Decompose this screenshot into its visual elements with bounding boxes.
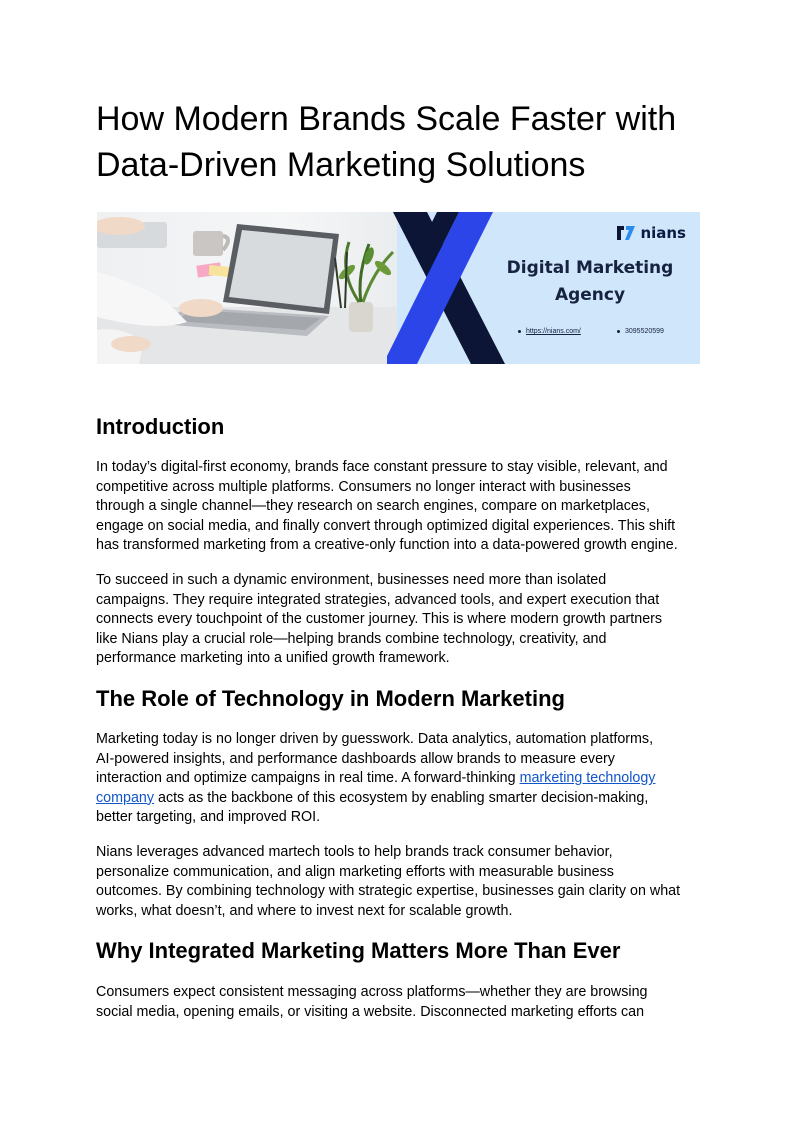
banner-image: [97, 212, 700, 364]
paragraph: [96, 571, 700, 669]
brand-name: nians: [640, 224, 686, 242]
section-heading-introduction: Introduction: [96, 414, 225, 439]
text-line: through a single channel—they research on search engines, compare on marketplaces,: [96, 498, 650, 515]
text-line: better targeting, and improved ROI.: [96, 809, 321, 826]
banner-headline-line1: Digital Marketing: [506, 258, 674, 278]
text-line: connects every touchpoint of the customer journey. This is where modern growth partners: [96, 611, 663, 628]
brand-logo: [615, 224, 686, 242]
text-line: [96, 769, 700, 789]
paragraph: [96, 843, 700, 921]
text-line: engage on social media, and finally convert through optimized digital experiences. This shift: [96, 517, 676, 534]
marketing-technology-link-cont[interactable]: company: [96, 789, 155, 806]
section-heading-integrated: Why Integrated Marketing Matters More Than Ever: [96, 938, 621, 963]
text-line: AI-powered insights, and performance dashboards allow brands to measure every: [96, 750, 615, 767]
text-line: competitive across multiple platforms. Consumers no longer interact with businesses: [96, 478, 631, 495]
text-line: like Nians play a crucial role—helping brands combine technology, creativity, and: [96, 630, 607, 647]
text-span: interaction and optimize campaigns in real time. A forward-thinking: [96, 770, 520, 787]
paragraph: [96, 730, 700, 828]
banner-headline: [485, 255, 695, 309]
marketing-technology-link[interactable]: marketing technology: [519, 770, 656, 787]
text-line: social media, opening emails, or visiting a website. Disconnected marketing efforts can: [96, 1003, 645, 1020]
text-line: In today’s digital-first economy, brands face constant pressure to stay visible, relevant, and: [96, 459, 668, 475]
paragraph: [96, 983, 700, 1022]
section-heading-technology: The Role of Technology in Modern Marketing: [96, 686, 565, 711]
banner-url: [518, 328, 581, 335]
text-line: performance marketing into a unified growth framework.: [96, 650, 450, 667]
text-line: campaigns. They require integrated strategies, advanced tools, and expert execution that: [96, 591, 660, 608]
banner-headline-line2: Agency: [554, 285, 626, 305]
paragraph: [96, 458, 700, 556]
document-title: How Modern Brands Scale Faster with Data-Driven Marketing Solutions: [96, 100, 677, 184]
text-line: Marketing today is no longer driven by guesswork. Data analytics, automation platforms,: [96, 731, 654, 747]
text-line: Nians leverages advanced martech tools to help brands track consumer behavior,: [96, 844, 613, 860]
text-line: [96, 789, 700, 809]
text-line: works, what doesn’t, and where to invest next for scalable growth.: [96, 902, 513, 919]
text-line: has transformed marketing from a creative-only function into a data-powered growth engine.: [96, 537, 678, 554]
text-line: Consumers expect consistent messaging across platforms—whether they are browsing: [96, 984, 648, 1000]
text-line: outcomes. By combining technology with strategic expertise, businesses gain clarity on what: [96, 883, 681, 900]
laptop-photo: [97, 212, 407, 364]
banner-phone-text: 3095520599: [625, 328, 664, 335]
banner-url-text: https://nians.com/: [526, 328, 581, 335]
text-line: To succeed in such a dynamic environment, businesses need more than isolated: [96, 572, 607, 588]
text-line: personalize communication, and align marketing efforts with measurable business: [96, 863, 614, 880]
text-span: acts as the backbone of this ecosystem by enabling smarter decision-making,: [154, 789, 649, 806]
nians-logo-icon: [615, 224, 637, 242]
coffee-mug-icon: [193, 231, 228, 256]
banner-phone: [617, 328, 664, 335]
